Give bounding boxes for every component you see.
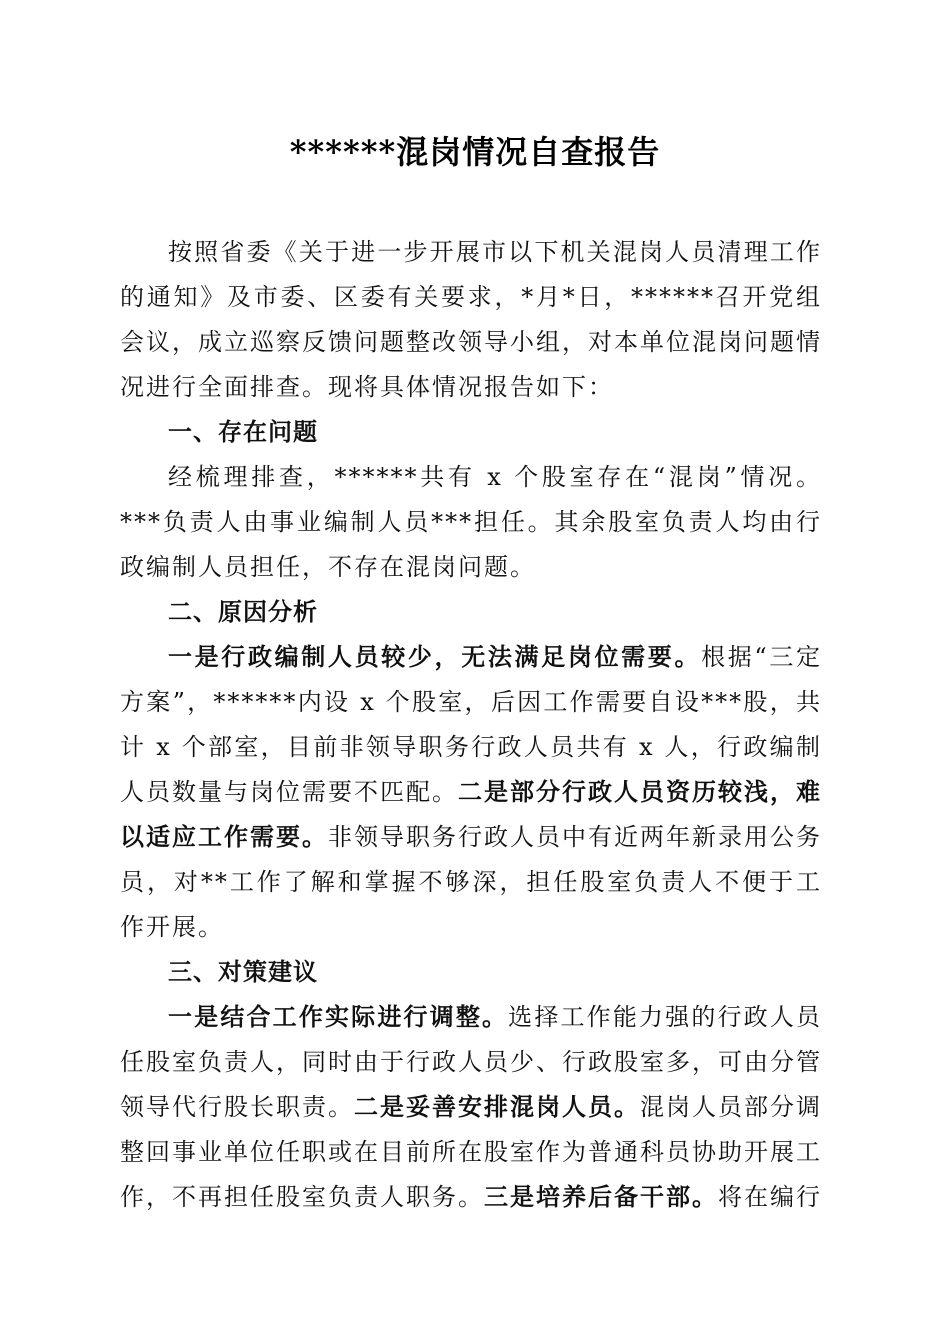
- document-body: [120, 230, 822, 1220]
- problems-paragraph: 经梳理排查，******共有 x 个股室存在“混岗”情况。***负责人由事业编制人员***担任。其余股室负责人均由行政编制人员担任，不存在混岗问题。: [120, 463, 822, 581]
- measure-text-2: 混岗人员部分调整回事业单位任职或在目前所在股室作为普通科员协助开展工作，不再担任股室负责人职务。: [120, 1093, 822, 1211]
- measure-lead-1: 一是结合工作实际进行调整。: [168, 1003, 509, 1031]
- cause-lead-2: 二是部分行政人员资历较浅，难以适应工作需要。: [120, 778, 822, 851]
- cause-lead-1: 一是行政编制人员较少，无法满足岗位需要。: [168, 643, 702, 671]
- section-heading-measures: 三、对策建议: [168, 958, 318, 986]
- document-title: ******混岗情况自查报告: [289, 133, 661, 171]
- intro-paragraph: 按照省委《关于进一步开展市以下机关混岗人员清理工作的通知》及市委、区委有关要求，*月*日，******召开党组会议，成立巡察反馈问题整改领导小组，对本单位混岗问题情况进行全面排查。现将具体情况报告如下：: [120, 238, 822, 401]
- measure-text-3: 将在编行: [718, 1183, 822, 1211]
- section-heading-causes: 二、原因分析: [168, 598, 318, 626]
- cause-text-2: 非领导职务行政人员中有近两年新录用公务员，对**工作了解和掌握不够深，担任股室负责人不便于工作开展。: [120, 823, 822, 941]
- measures-paragraph: [120, 995, 822, 1220]
- measure-text-1: 选择工作能力强的行政人员任股室负责人，同时由于行政人员少、行政股室多，可由分管领导代行股长职责。: [120, 1003, 823, 1121]
- measure-lead-3: 三是培养后备干部。: [484, 1183, 718, 1211]
- measure-lead-2: 二是妥善安排混岗人员。: [354, 1093, 640, 1121]
- cause-text-1: 根据“三定方案”，******内设 x 个股室，后因工作需要自设***股，共计 x 个部室，目前非领导职务行政人员共有 x 人，行政编制人员数量与岗位需要不匹配。: [120, 643, 822, 806]
- causes-paragraph: [120, 635, 822, 950]
- section-heading-problems: 一、存在问题: [168, 418, 318, 446]
